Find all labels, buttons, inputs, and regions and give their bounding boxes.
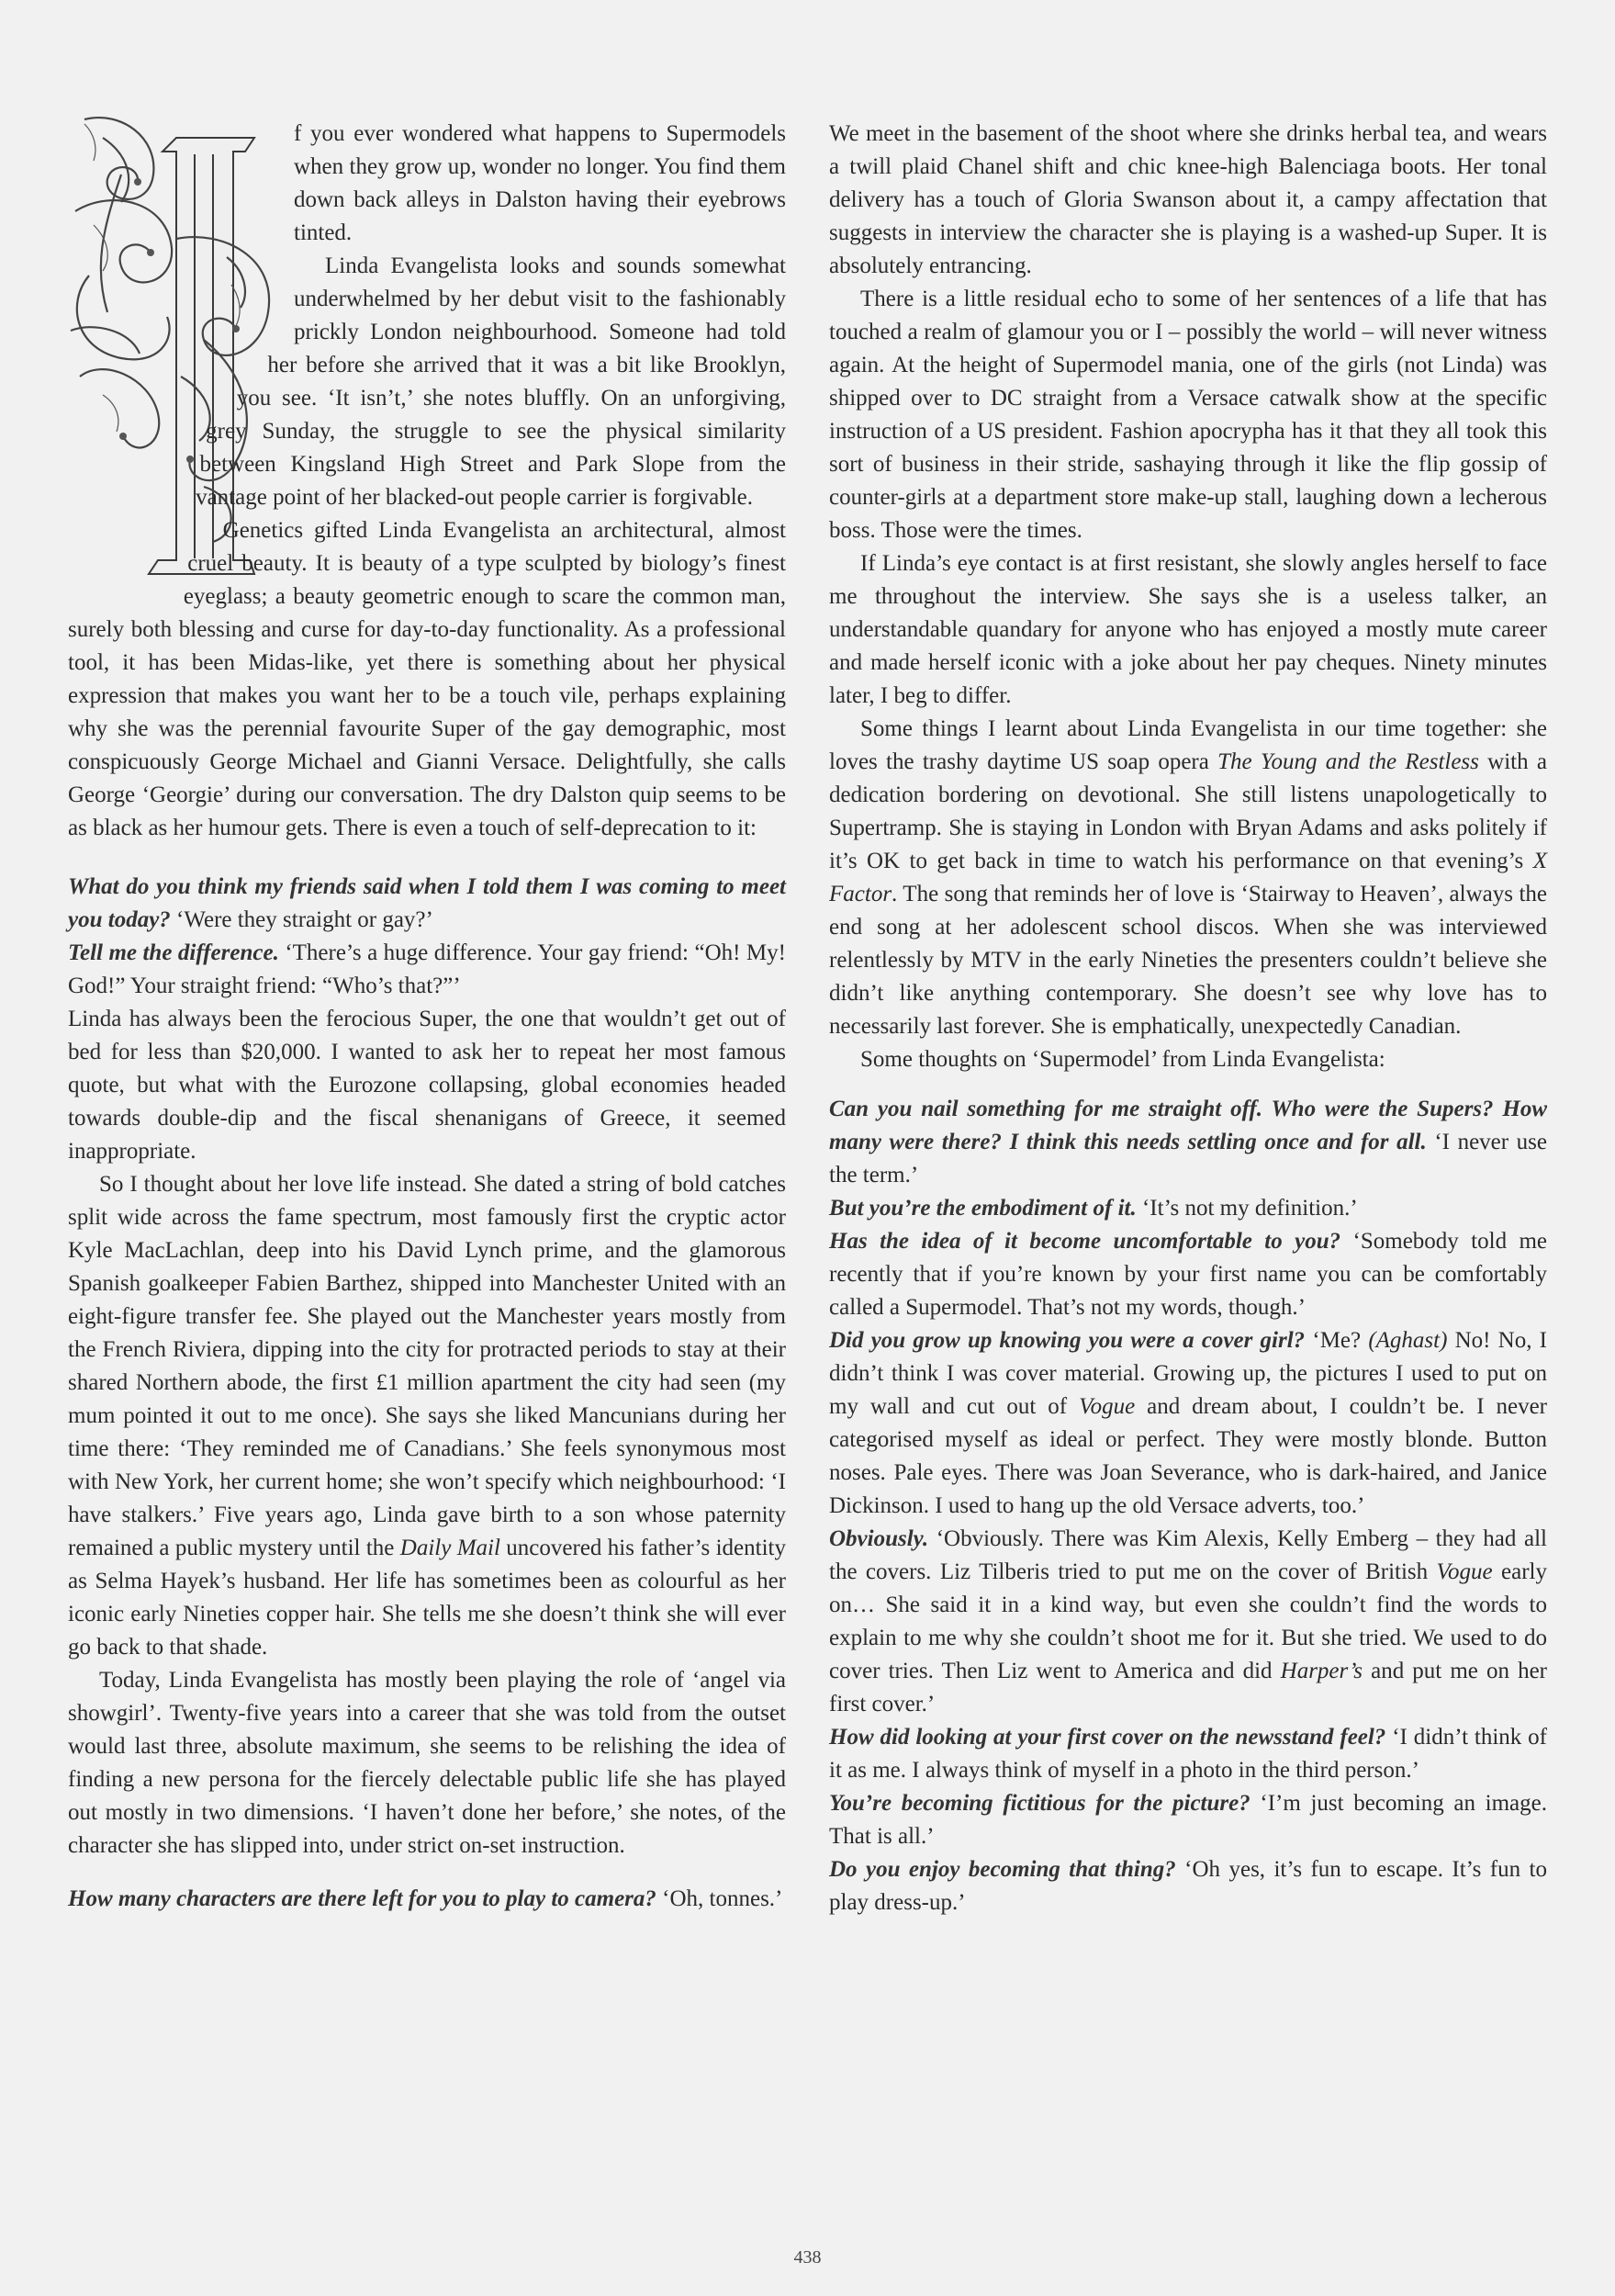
- show-title: X Factor: [829, 849, 1547, 906]
- interview-answer: and put me on her first cover.’: [829, 1659, 1547, 1716]
- text-run: So I thought about her love life instead. She dated a string of bold catches split wide across the fame spectrum, most famously first the cryptic actor Kyle MacLachlan, deep into his David Lynch prime, and the glamorous Spanish goalkeeper Fabien Barthez, shipped into Manchester United with an eight-figure transfer fee. She played out the Manchester years mostly from the French Riviera, dipping into the city for protracted periods to stay at their shared Northern abode, the first £1 million apartment the city had seen (my mum pointed it out to me once). She says she liked Mancunians during her time there: ‘They reminded me of Canadians.’ She feels synonymous most with New York, her current home; she won’t specify which neighbourhood: ‘I have stalkers.’ Five years ago, Linda gave birth to a son whose paternity remained a public mystery until the: [68, 1172, 786, 1560]
- interview-answer: ‘There’s a huge difference. Your gay friend: “Oh! My! God!” Your straight friend: “Who’s that?”’: [68, 940, 786, 998]
- qa-block: [829, 1225, 1547, 1324]
- interview-answer: ‘I didn’t think of it as me. I always think of myself in a photo in the third person.’: [829, 1725, 1548, 1783]
- interview-question: You’re becoming fictitious for the picture?: [829, 1791, 1251, 1816]
- interview-question: Has the idea of it become uncomfortable to you?: [829, 1229, 1341, 1254]
- article-paragraph: Linda Evangelista looks and sounds somewhat underwhelmed by her debut visit to the fashionably prickly London neighbourhood. Someone had told her before she arrived that it was a bit like Brooklyn, you see. ‘It isn’t,’ she notes bluffly. On an unforgiving, grey Sunday, the struggle to see the physical similarity between Kingsland High Street and Park Slope from the vantage point of her blacked-out people carrier is forgivable.: [196, 253, 786, 510]
- qa-block: [829, 1523, 1547, 1721]
- interview-question: What do you think my friends said when I told them I was coming to meet you today?: [68, 874, 786, 932]
- page-number: 438: [793, 2247, 822, 2268]
- article-paragraph: [68, 1168, 786, 1664]
- publication-title: Vogue: [1436, 1559, 1493, 1584]
- interview-answer: ‘Me?: [1312, 1328, 1369, 1353]
- article-paragraph: If Linda’s eye contact is at first resistant, she slowly angles herself to face me throughout the interview. She says she is a useless talker, an understandable quandary for anyone who has enjoyed a mostly mute career and made herself iconic with a joke about her pay cheques. Ninety minutes later, I beg to differ.: [829, 551, 1547, 708]
- right-column: [829, 118, 1547, 1919]
- interview-question: Can you nail something for me straight off. Who were the Supers? How many were there? I think this needs settling once and for all.: [829, 1097, 1547, 1154]
- interview-answer: and dream about, I couldn’t be. I never categorised myself as ideal or perfect. They were mostly blonde. Button noses. Pale eyes. There was Joan Severance, who is dark-haired, and Janice Dickinson. I used to hang up the old Versace adverts, too.’: [829, 1394, 1547, 1518]
- article-paragraph: Genetics gifted Linda Evangelista an architectural, almost cruel beauty. It is beauty of a type sculpted by biology’s finest eyeglass; a beauty geometric enough to scare the common man, surely both blessing and curse for day-to-day functionality. As a professional tool, it has been Midas-like, yet there is something about her physical expression that makes you want her to be a touch vile, perhaps explaining why she was the perennial favourite Super of the gay demographic, most conspicuously George Michael and Gianni Versace. Delightfully, she calls George ‘Georgie’ during our conversation. The dry Dalston quip seems to be as black as her humour gets. There is even a touch of self-deprecation to it:: [68, 518, 786, 840]
- article-paragraph: Some thoughts on ‘Supermodel’ from Linda Evangelista:: [860, 1047, 1385, 1072]
- interview-question: But you’re the embodiment of it.: [829, 1196, 1137, 1221]
- interview-answer: ‘It’s not my definition.’: [1141, 1196, 1358, 1221]
- publication-title: Harper’s: [1280, 1659, 1363, 1683]
- interview-answer: ‘Were they straight or gay?’: [176, 907, 433, 932]
- text-run: Some things I learnt about Linda Evangelista in our time together: she loves the trashy daytime US soap opera: [829, 716, 1547, 774]
- stage-direction: (Aghast): [1368, 1328, 1448, 1353]
- interview-answer: No! No, I didn’t think I was cover material. Growing up, the pictures I used to put on my wall and cut out of: [829, 1328, 1547, 1419]
- interview-answer: early on… She said it in a kind way, but even she couldn’t find the words to explain to me why she couldn’t shoot me for it. But she tried. We used to do cover tries. Then Liz went to America and did: [829, 1559, 1547, 1683]
- qa-block: [829, 1787, 1547, 1853]
- article-paragraph: We meet in the basement of the shoot where she drinks herbal tea, and wears a twill plaid Chanel shift and chic knee-high Balenciaga boots. Her tonal delivery has a touch of Gloria Swanson about it, a campy affectation that suggests in interview the character she is playing is a washed-up Super. It is absolutely entrancing.: [829, 121, 1547, 278]
- publication-title: Vogue: [1079, 1394, 1136, 1419]
- qa-block: [829, 1324, 1547, 1523]
- qa-block: [68, 871, 786, 937]
- interview-question: Do you enjoy becoming that thing?: [829, 1857, 1176, 1882]
- qa-block: [829, 1721, 1547, 1787]
- text-run: . The song that reminds her of love is ‘Stairway to Heaven’, always the end song at her adolescent school discos. When she was interviewed relentlessly by MTV in the early Nineties the presenters couldn’t believe she didn’t like anything contemporary. She doesn’t see why love has to necessarily last forever. She is emphatically, unexpectedly Canadian.: [829, 882, 1547, 1039]
- article-paragraph: There is a little residual echo to some of her sentences of a life that has touched a realm of glamour you or I – possibly the world – will never witness again. At the height of Supermodel mania, one of the girls (not Linda) was shipped over to DC straight from a Versace catwalk show at the specific instruction of a US president. Fashion apocrypha has it that they all took this sort of business in their stride, sashaying through it like the flip gossip of counter-girls at a department store make-up stall, laughing down a lecherous boss. Those were the times.: [829, 287, 1547, 543]
- interview-question: Did you grow up knowing you were a cover girl?: [829, 1328, 1306, 1353]
- qa-block: [829, 1192, 1547, 1225]
- interview-answer: ‘I’m just becoming an image. That is all.’: [829, 1791, 1548, 1849]
- text-run: with a dedication bordering on devotional. She still listens unapologetically to Supertramp. She is staying in London with Bryan Adams and asks politely if it’s OK to get back in time to watch his performance on that evening’s: [829, 749, 1547, 873]
- text-run: uncovered his father’s identity as Selma Hayek’s husband. Her life has sometimes been as colourful as her iconic early Nineties copper hair. She tells me she doesn’t think she will ever go back to that shade.: [68, 1536, 786, 1660]
- interview-question: Tell me the difference.: [68, 940, 279, 965]
- publication-title: Daily Mail: [399, 1536, 500, 1560]
- interview-answer: ‘Oh, tonnes.’: [662, 1886, 783, 1911]
- article-paragraph: Linda has always been the ferocious Super, the one that wouldn’t get out of bed for less than $20,000. I wanted to ask her to repeat her most famous quote, but what with the Eurozone collapsing, global economies headed towards double-dip and the fiscal shenanigans of Greece, it seemed inappropriate.: [68, 1007, 786, 1164]
- interview-answer: ‘Oh yes, it’s fun to escape. It’s fun to play dress-up.’: [829, 1857, 1547, 1915]
- interview-answer: ‘Obviously. There was Kim Alexis, Kelly Emberg – they had all the covers. Liz Tilberis tried to put me on the cover of British: [829, 1526, 1547, 1584]
- qa-block: [829, 1853, 1547, 1919]
- left-column: [68, 118, 786, 1916]
- qa-block: [68, 1883, 786, 1916]
- article-paragraph: [829, 713, 1547, 1043]
- qa-block: [829, 1093, 1547, 1192]
- interview-answer: ‘I never use the term.’: [829, 1130, 1547, 1187]
- article-paragraph: f you ever wondered what happens to Supermodels when they grow up, wonder no longer. You find them down back alleys in Dalston having their eyebrows tinted.: [294, 121, 786, 245]
- show-title: The Young and the Restless: [1217, 749, 1479, 774]
- interview-question: Obviously.: [829, 1526, 929, 1551]
- interview-question: How many characters are there left for you to play to camera?: [68, 1886, 656, 1911]
- article-paragraph: Today, Linda Evangelista has mostly been playing the role of ‘angel via showgirl’. Twenty-five years into a career that she was told from the outset would last three, absolute maximum, she seems to be relishing the idea of finding a new persona for the fiercely delectable public life she has played out mostly in two dimensions. ‘I haven’t done her before,’ she notes, of the character she has slipped into, under strict on-set instruction.: [68, 1668, 786, 1858]
- interview-answer: ‘Somebody told me recently that if you’re known by your first name you can be comfortably called a Supermodel. That’s not my words, though.’: [829, 1229, 1548, 1320]
- qa-block: [68, 937, 786, 1003]
- interview-question: How did looking at your first cover on the newsstand feel?: [829, 1725, 1386, 1750]
